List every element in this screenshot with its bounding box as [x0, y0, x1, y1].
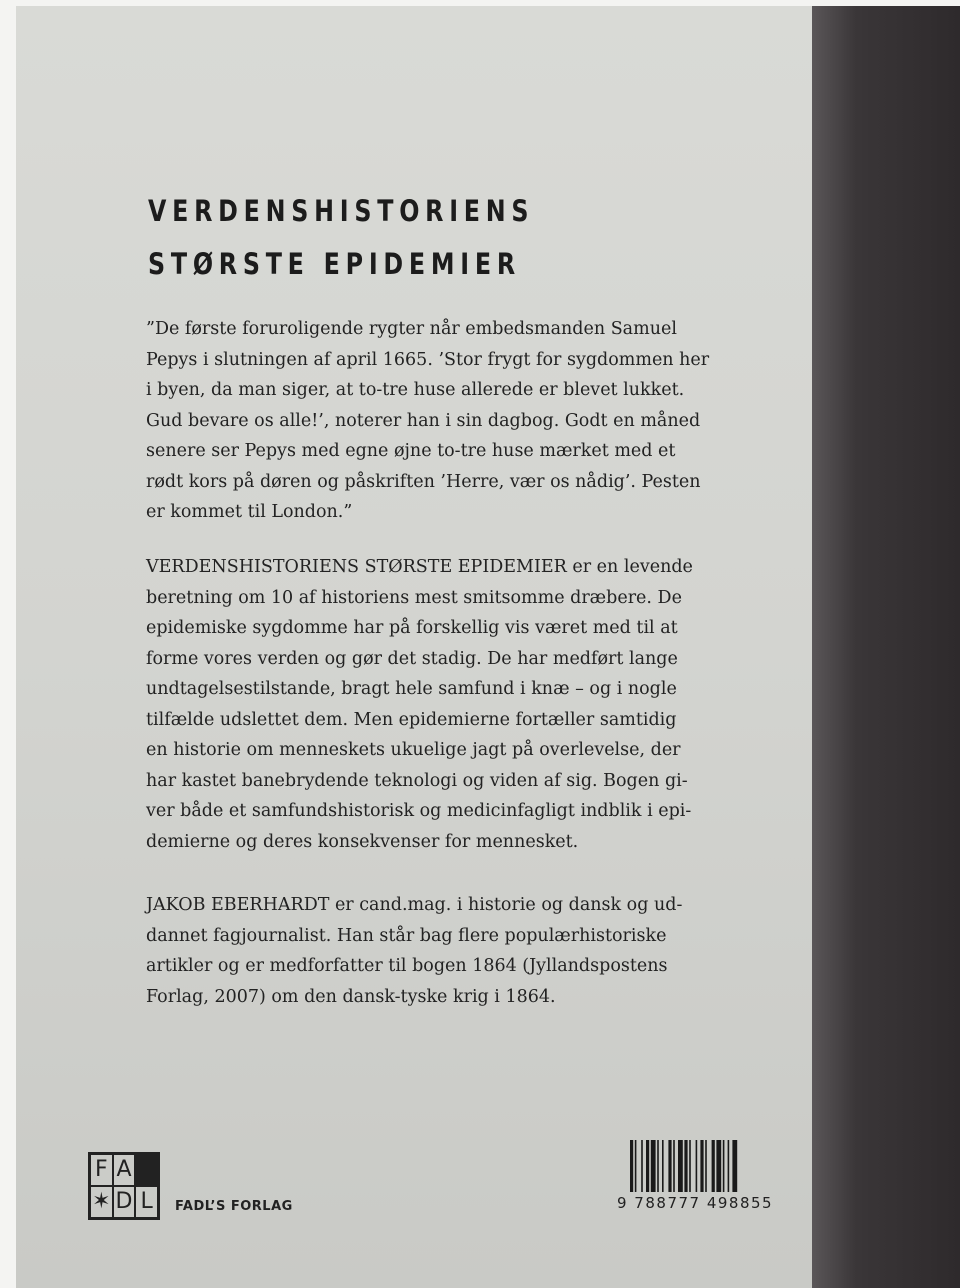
isbn-number: 9 788777 498855 [617, 1194, 774, 1212]
logo-letter: F [90, 1154, 113, 1186]
text-line: beretning om 10 af historiens mest smitsomme dræbere. De [146, 587, 682, 608]
title-line: VERDENSHISTORIENS [148, 194, 535, 228]
text-line: Gud bevare os alle!’, noterer han i sin dagbog. Godt en måned [146, 410, 701, 431]
barcode-bar [696, 1140, 698, 1192]
barcode-bar [700, 1140, 703, 1192]
author-paragraph [146, 890, 682, 1012]
text-line: ”De første foruroligende rygter når embedsmanden Samuel [146, 319, 677, 339]
logo-figure-icon: ✶ [90, 1186, 113, 1218]
text-line: i byen, da man siger, at to-tre huse allerede er blevet lukket. [146, 380, 685, 400]
text-line: epidemiske sygdomme har på forskellig vis været med til at [146, 618, 678, 638]
barcode-bar [678, 1140, 683, 1192]
publisher-logo [88, 1152, 160, 1220]
barcode-bar [635, 1140, 637, 1192]
text-line: tilfælde udslettet dem. Men epidemierne fortæller samtidig [146, 709, 677, 730]
text-line: VERDENSHISTORIENS STØRSTE EPIDEMIER er en levende [146, 557, 693, 577]
barcode-bar [651, 1140, 656, 1192]
barcode-bar [646, 1140, 649, 1192]
text-line: er kommet til London.” [146, 502, 353, 522]
text-line: JAKOB EBERHARDT er cand.mag. i historie og dansk og ud- [146, 895, 683, 915]
barcode-bar [728, 1140, 730, 1192]
barcode-bar [662, 1140, 664, 1192]
barcode-bar [641, 1140, 643, 1192]
barcode-bar [630, 1140, 633, 1192]
barcode-bar [668, 1140, 671, 1192]
logo-letter: L [135, 1186, 158, 1218]
logo-letter: A [113, 1154, 136, 1186]
barcode-bar [673, 1140, 675, 1192]
barcode-bar [723, 1140, 725, 1192]
barcode-bar [732, 1140, 737, 1192]
barcode-bar [705, 1140, 707, 1192]
text-line: en historie om menneskets ukuelige jagt på overlevelse, der [146, 740, 681, 760]
book-title [148, 185, 534, 291]
text-line: artikler og er medforfatter til bogen 1864 (Jyllandspostens [146, 956, 668, 976]
logo-letter: D [113, 1186, 136, 1218]
text-line: rødt kors på døren og påskriften ’Herre, vær os nådig’. Pesten [146, 471, 701, 492]
text-line: Forlag, 2007) om den dansk-tyske krig i 1864. [146, 986, 556, 1007]
logo-block [135, 1154, 158, 1186]
barcode-bar [712, 1140, 715, 1192]
text-line: ver både et samfundshistorisk og medicinfagligt indblik i epi- [146, 801, 692, 821]
publisher-name: FADL’S FORLAG [175, 1199, 293, 1214]
text-line: demierne og deres konsekvenser for mennesket. [146, 831, 579, 852]
quote-paragraph [146, 314, 709, 528]
barcode [630, 1140, 780, 1192]
description-paragraph [146, 552, 693, 857]
text-line: Pepys i slutningen af april 1665. ’Stor frygt for sygdommen her [146, 349, 710, 370]
text-line: har kastet banebrydende teknologi og viden af sig. Bogen gi- [146, 770, 688, 791]
text-line: undtagelsestilstande, bragt hele samfund i knæ – og i nogle [146, 679, 677, 699]
text-line: senere ser Pepys med egne øjne to-tre huse mærket med et [146, 441, 676, 461]
text-line: forme vores verden og gør det stadig. De har medført lange [146, 648, 678, 669]
text-line: dannet fagjournalist. Han står bag flere populærhistoriske [146, 925, 667, 946]
barcode-bar [657, 1140, 659, 1192]
barcode-bar [684, 1140, 687, 1192]
book-spine [812, 6, 960, 1288]
barcode-bar [716, 1140, 721, 1192]
title-line: STØRSTE EPIDEMIER [148, 247, 521, 281]
barcode-bar [689, 1140, 691, 1192]
